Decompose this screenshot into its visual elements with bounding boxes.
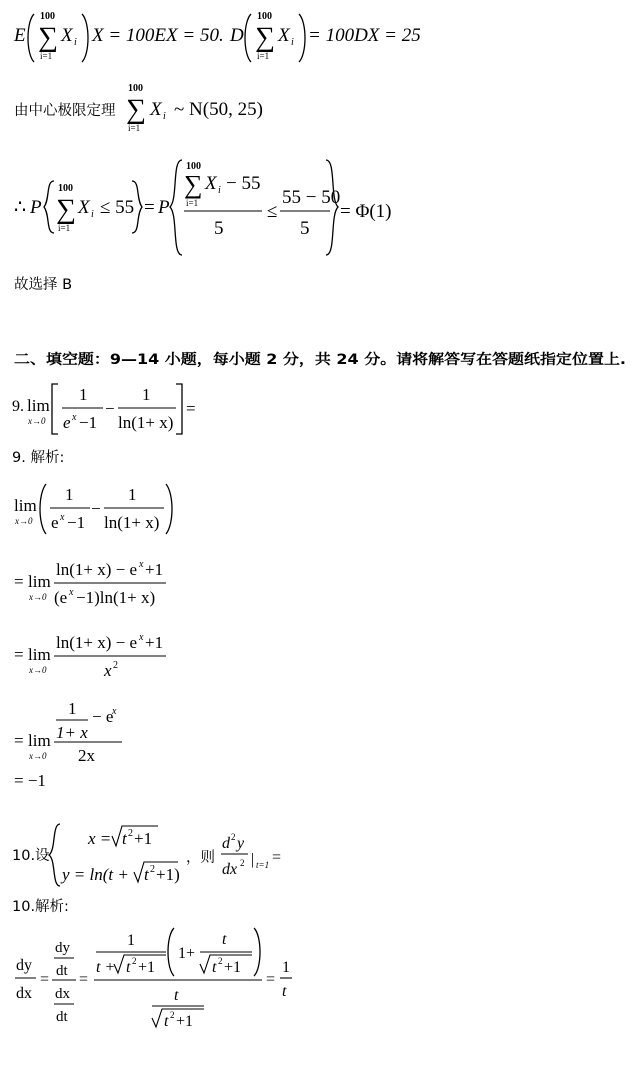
exponent: 2 xyxy=(240,858,245,868)
eval-bar: | xyxy=(251,851,255,868)
inner-denominator: 1+ x xyxy=(56,723,88,742)
symbol-E: E xyxy=(14,25,26,46)
denominator: 2x xyxy=(78,746,95,765)
exponent: 2 xyxy=(231,832,236,842)
dt: dt xyxy=(56,963,68,979)
dx: dx xyxy=(55,986,70,1002)
y-definition: y = ln(t + xyxy=(62,865,129,884)
numerator-tail: +1 xyxy=(145,633,164,652)
equals: = xyxy=(266,971,276,988)
symbol-P: P xyxy=(30,197,42,218)
radicand: t xyxy=(126,959,131,976)
right-paren xyxy=(254,928,260,976)
leq-55: ≤ 55 xyxy=(100,197,135,218)
inner-numerator: t xyxy=(222,931,227,948)
section-2-heading: 二、填空题：9—14 小题，每小题 2 分，共 24 分。请将解答写在答题纸指定位置上. xyxy=(14,352,551,368)
one-plus: 1+ xyxy=(178,945,196,962)
lim-subscript: x→0 xyxy=(28,416,46,426)
equals: = xyxy=(79,971,89,988)
sum-upper-limit: 100 xyxy=(257,11,272,22)
exponent: 2 xyxy=(218,956,223,966)
radicand-tail: +1 xyxy=(134,829,153,848)
sum-upper-limit: 100 xyxy=(40,11,55,22)
denominator: e xyxy=(63,413,71,432)
denominator: 5 xyxy=(214,218,224,239)
q9-step-3 xyxy=(0,628,640,684)
symbol-D: D xyxy=(230,25,244,46)
analysis-label: 9. 解析: xyxy=(12,450,65,466)
subscript-i: i xyxy=(74,37,77,48)
denominator-tail: −1 xyxy=(79,413,98,432)
question-9-analysis-label xyxy=(0,444,640,470)
dt: dt xyxy=(56,1009,68,1025)
minus: − xyxy=(91,499,101,518)
right-paren xyxy=(166,484,172,534)
question-10 xyxy=(0,820,640,890)
numerator-tail: − 55 xyxy=(226,173,261,194)
analysis-label: 10.解析: xyxy=(12,899,69,915)
equals: = xyxy=(14,572,24,591)
symbol-X: X xyxy=(61,25,73,46)
equals: = xyxy=(14,731,24,750)
choice-text: 故选择 B xyxy=(14,277,73,293)
fraction-numerator: 55 − 50 xyxy=(282,187,341,208)
result-numerator: 1 xyxy=(282,959,290,976)
leq-symbol: ≤ xyxy=(267,201,278,222)
sum-lower-limit: i=1 xyxy=(58,223,71,233)
sigma-symbol: ∑ xyxy=(184,170,203,199)
right-paren xyxy=(299,14,305,62)
lim: lim xyxy=(14,496,37,515)
subscript-i: i xyxy=(163,111,166,122)
sigma-symbol: ∑ xyxy=(255,22,275,53)
numerator: 1 xyxy=(65,485,74,504)
radicand: t xyxy=(212,959,217,976)
clt-text: 由中心极限定理 xyxy=(14,103,116,119)
q9-step-1 xyxy=(0,478,640,538)
d2: d xyxy=(222,835,230,852)
lim: lim xyxy=(28,645,51,664)
radicand-tail: +1) xyxy=(156,865,180,884)
y: y xyxy=(237,835,245,852)
equals: = xyxy=(14,645,24,664)
lim: lim xyxy=(27,396,50,415)
lim-subscript: x→0 xyxy=(29,665,47,675)
therefore-symbol: ∴ xyxy=(14,197,27,218)
radicand: t xyxy=(144,865,149,884)
exponent: x xyxy=(139,559,144,570)
question-number: 9. xyxy=(12,398,24,415)
lim-subscript: x→0 xyxy=(29,592,47,602)
denominator: (e xyxy=(54,588,68,607)
symbol-X: X xyxy=(278,25,290,46)
lim-subscript: x→0 xyxy=(29,751,47,761)
t-plus: t + xyxy=(96,959,116,976)
sigma-symbol: ∑ xyxy=(56,194,76,225)
left-paren xyxy=(168,928,174,976)
symbol-X: X xyxy=(78,197,90,218)
sum-lower-limit: i=1 xyxy=(257,51,270,61)
left-brace xyxy=(44,181,54,233)
exponent: 2 xyxy=(150,864,155,875)
numerator: ln(1+ x) − e xyxy=(56,560,138,579)
numerator: ln(1+ x) − e xyxy=(56,633,138,652)
lim-subscript: x→0 xyxy=(15,516,33,526)
radicand: t xyxy=(164,1013,169,1030)
exponent: 2 xyxy=(132,956,137,966)
exponent: x xyxy=(139,632,144,643)
result-denominator: t xyxy=(282,983,287,1000)
variance-rhs: = 100DX = 25 xyxy=(308,25,421,46)
sum-lower-limit: i=1 xyxy=(40,51,53,61)
left-brace xyxy=(49,824,60,886)
section-heading xyxy=(0,346,640,372)
numerator-tail: +1 xyxy=(145,560,164,579)
answer-choice xyxy=(0,270,640,300)
question-9 xyxy=(0,378,640,438)
q10-derivation xyxy=(0,922,640,1040)
numerator: 1 xyxy=(142,385,151,404)
lim: lim xyxy=(28,731,51,750)
radicand-tail: +1 xyxy=(138,959,156,976)
clt-statement xyxy=(0,80,640,142)
subscript-i: i xyxy=(91,209,94,220)
q9-step-4 xyxy=(0,694,640,768)
result: = −1 xyxy=(14,771,46,790)
probability-equation xyxy=(0,155,640,265)
left-paren xyxy=(40,484,46,534)
denominator-tail: −1)ln(1+ x) xyxy=(76,588,156,607)
lim: lim xyxy=(28,572,51,591)
equals: = xyxy=(40,971,50,988)
equals: = xyxy=(272,849,282,866)
right-paren xyxy=(82,14,88,62)
denominator-tail: −1 xyxy=(67,513,86,532)
left-paren xyxy=(245,14,251,62)
exponent: 2 xyxy=(170,1010,175,1020)
equation-expectation-variance xyxy=(0,0,640,68)
exponent: 2 xyxy=(128,828,133,839)
q9-step-2 xyxy=(0,553,640,613)
radicand-tail: +1 xyxy=(224,959,242,976)
left-bracket xyxy=(52,384,58,434)
denominator: e xyxy=(51,513,59,532)
question-10-analysis-label xyxy=(0,893,640,919)
sum-lower-limit: i=1 xyxy=(128,123,141,133)
exponent: x xyxy=(69,587,74,598)
radicand: t xyxy=(122,829,127,848)
question-number: 10.设 xyxy=(12,848,50,864)
x-definition: x = xyxy=(88,829,112,848)
radicand-tail: +1 xyxy=(176,1013,194,1030)
symbol-X: X xyxy=(205,173,217,194)
numerator: 1 xyxy=(79,385,88,404)
exponent: 2 xyxy=(113,660,118,671)
sigma-symbol: ∑ xyxy=(126,94,146,125)
numerator: 1 xyxy=(128,485,137,504)
eval-subscript: t=1 xyxy=(256,860,270,870)
right-bracket xyxy=(176,384,182,434)
symbol-P: P xyxy=(158,197,170,218)
distribution: ~ N(50, 25) xyxy=(174,99,263,120)
inner-numerator: 1 xyxy=(68,699,77,718)
sum-lower-limit: i=1 xyxy=(186,198,199,208)
equals: = xyxy=(144,197,155,218)
denominator-numerator: t xyxy=(174,987,179,1004)
left-paren xyxy=(28,14,34,62)
then-text: ，则 xyxy=(186,850,215,866)
minus-e: − e xyxy=(92,707,114,726)
symbol-X: X xyxy=(150,99,162,120)
exponent: x xyxy=(112,706,117,717)
sigma-symbol: ∑ xyxy=(38,22,58,53)
denominator: x xyxy=(104,661,112,680)
sum-upper-limit: 100 xyxy=(58,183,73,194)
expectation-rhs: X = 100EX = 50. xyxy=(92,25,224,46)
exponent: x xyxy=(60,512,65,523)
sum-upper-limit: 100 xyxy=(128,83,143,94)
minus: − xyxy=(105,399,115,418)
q9-result xyxy=(0,768,640,794)
exponent: x xyxy=(72,412,77,423)
equals: = xyxy=(186,399,196,418)
left-brace-large xyxy=(170,160,182,255)
result: = Φ(1) xyxy=(340,201,392,222)
sum-upper-limit: 100 xyxy=(186,161,201,172)
subscript-i: i xyxy=(291,37,294,48)
dy: dy xyxy=(16,957,32,974)
dx2: dx xyxy=(222,861,238,878)
subscript-i: i xyxy=(218,185,221,196)
dx: dx xyxy=(16,985,32,1002)
denominator: ln(1+ x) xyxy=(104,513,160,532)
numerator-one: 1 xyxy=(127,932,135,949)
dy: dy xyxy=(55,940,70,956)
fraction-denominator: 5 xyxy=(300,218,310,239)
denominator: ln(1+ x) xyxy=(118,413,174,432)
